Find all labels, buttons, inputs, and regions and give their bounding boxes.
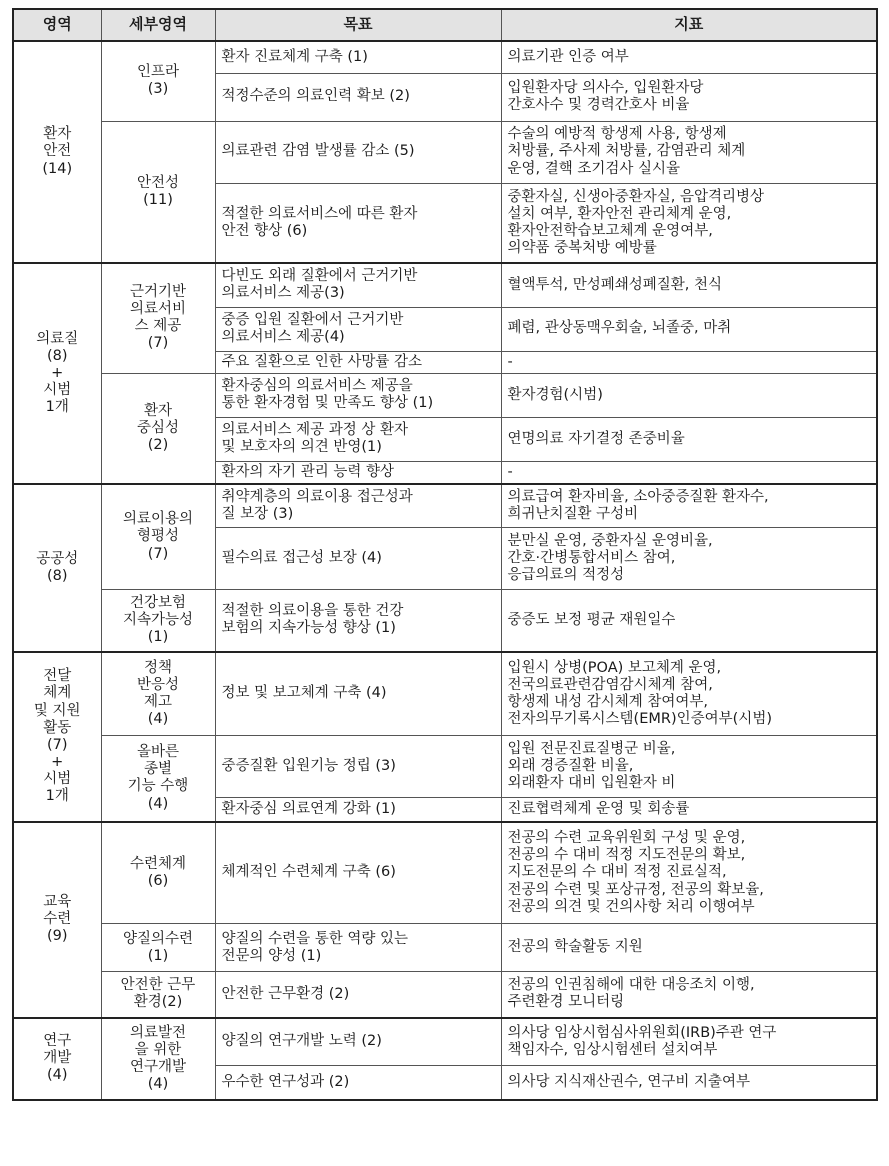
indicator-cell: 환자경험(시범) bbox=[501, 373, 877, 417]
indicator-cell: 입원시 상병(POA) 보고체계 운영, 전국의료관련감염감시체계 참여, 항생제 내성 감시체계 참여여부, 전자의무기록시스템(EMR)인증여부(시범) bbox=[501, 652, 877, 736]
indicator-cell: 폐렴, 관상동맥우회술, 뇌졸중, 마취 bbox=[501, 307, 877, 351]
sub-area-cell: 근거기반 의료서비 스 제공 (7) bbox=[101, 263, 215, 373]
goal-cell: 취약계층의 의료이용 접근성과 질 보장 (3) bbox=[215, 484, 501, 528]
indicator-document bbox=[12, 8, 878, 1101]
table-row bbox=[13, 121, 877, 183]
goal-cell: 필수의료 접근성 보장 (4) bbox=[215, 528, 501, 590]
sub-area-cell: 올바른 종별 기능 수행 (4) bbox=[101, 736, 215, 822]
indicator-cell: 중증도 보정 평균 재원일수 bbox=[501, 590, 877, 652]
sub-area-cell: 수련체계 (6) bbox=[101, 822, 215, 924]
goal-cell: 중증질환 입원기능 정립 (3) bbox=[215, 736, 501, 798]
indicator-cell: - bbox=[501, 461, 877, 484]
table-row bbox=[13, 41, 877, 73]
sub-area-cell: 안전성 (11) bbox=[101, 121, 215, 263]
indicator-cell: 진료협력체계 운영 및 회송률 bbox=[501, 798, 877, 822]
goal-cell: 의료관련 감염 발생률 감소 (5) bbox=[215, 121, 501, 183]
indicator-cell: 의료기관 인증 여부 bbox=[501, 41, 877, 73]
sub-area-cell: 인프라 (3) bbox=[101, 41, 215, 121]
sub-area-cell: 의료이용의 형평성 (7) bbox=[101, 484, 215, 590]
indicator-cell: 입원 전문진료질병군 비율, 외래 경증질환 비율, 외래환자 대비 입원환자 비 bbox=[501, 736, 877, 798]
sub-area-cell: 환자 중심성 (2) bbox=[101, 373, 215, 484]
table-row bbox=[13, 652, 877, 736]
table-row bbox=[13, 484, 877, 528]
indicator-cell: 중환자실, 신생아중환자실, 음압격리병상 설치 여부, 환자안전 관리체계 운영, 환자안전학습보고체계 운영여부, 의약품 중복처방 예방률 bbox=[501, 183, 877, 263]
sub-area-cell: 안전한 근무 환경(2) bbox=[101, 972, 215, 1018]
goal-cell: 환자중심의 의료서비스 제공을 통한 환자경험 및 만족도 향상 (1) bbox=[215, 373, 501, 417]
table-row bbox=[13, 1018, 877, 1066]
header-indicator: 지표 bbox=[501, 9, 877, 41]
goal-cell: 의료서비스 제공 과정 상 환자 및 보호자의 의견 반영(1) bbox=[215, 417, 501, 461]
goal-cell: 환자중심 의료연계 강화 (1) bbox=[215, 798, 501, 822]
header-goal: 목표 bbox=[215, 9, 501, 41]
table-row bbox=[13, 373, 877, 417]
indicator-cell: 수술의 예방적 항생제 사용, 항생제 처방률, 주사제 처방률, 감염관리 체계 운영, 결핵 조기검사 실시율 bbox=[501, 121, 877, 183]
area-cell: 의료질 (8) + 시범 1개 bbox=[13, 263, 101, 484]
goal-cell: 적절한 의료서비스에 따른 환자 안전 향상 (6) bbox=[215, 183, 501, 263]
goal-cell: 중증 입원 질환에서 근거기반 의료서비스 제공(4) bbox=[215, 307, 501, 351]
indicator-cell: 전공의 학술활동 지원 bbox=[501, 924, 877, 972]
sub-area-cell: 건강보험 지속가능성 (1) bbox=[101, 590, 215, 652]
table-row bbox=[13, 924, 877, 972]
indicator-cell: 연명의료 자기결정 존중비율 bbox=[501, 417, 877, 461]
indicator-cell: 전공의 인권침해에 대한 대응조치 이행, 주련환경 모니터링 bbox=[501, 972, 877, 1018]
table-row bbox=[13, 822, 877, 924]
goal-cell: 안전한 근무환경 (2) bbox=[215, 972, 501, 1018]
goal-cell: 주요 질환으로 인한 사망률 감소 bbox=[215, 351, 501, 373]
indicator-cell: 전공의 수련 교육위원회 구성 및 운영, 전공의 수 대비 적정 지도전문의 확보, 지도전문의 수 대비 적정 진료실적, 전공의 수련 및 포상규정, 전공의 확보율, 전공의 의견 및 건의사항 처리 이행여부 bbox=[501, 822, 877, 924]
evaluation-indicator-table bbox=[12, 8, 878, 1101]
sub-area-cell: 정책 반응성 제고 (4) bbox=[101, 652, 215, 736]
goal-cell: 다빈도 외래 질환에서 근거기반 의료서비스 제공(3) bbox=[215, 263, 501, 307]
table-row bbox=[13, 972, 877, 1018]
goal-cell: 우수한 연구성과 (2) bbox=[215, 1066, 501, 1100]
area-cell: 공공성 (8) bbox=[13, 484, 101, 652]
area-cell: 교육 수련 (9) bbox=[13, 822, 101, 1018]
sub-area-cell: 의료발전 을 위한 연구개발 (4) bbox=[101, 1018, 215, 1100]
goal-cell: 양질의 수련을 통한 역량 있는 전문의 양성 (1) bbox=[215, 924, 501, 972]
goal-cell: 양질의 연구개발 노력 (2) bbox=[215, 1018, 501, 1066]
goal-cell: 정보 및 보고체계 구축 (4) bbox=[215, 652, 501, 736]
goal-cell: 환자의 자기 관리 능력 향상 bbox=[215, 461, 501, 484]
indicator-cell: 혈액투석, 만성폐쇄성폐질환, 천식 bbox=[501, 263, 877, 307]
header-sub-area: 세부영역 bbox=[101, 9, 215, 41]
table-row bbox=[13, 263, 877, 307]
goal-cell: 적절한 의료이용을 통한 건강 보험의 지속가능성 향상 (1) bbox=[215, 590, 501, 652]
header-area: 영역 bbox=[13, 9, 101, 41]
goal-cell: 환자 진료체계 구축 (1) bbox=[215, 41, 501, 73]
indicator-cell: 의료급여 환자비율, 소아중증질환 환자수, 희귀난치질환 구성비 bbox=[501, 484, 877, 528]
table-header-row bbox=[13, 9, 877, 41]
indicator-cell: 의사당 지식재산권수, 연구비 지출여부 bbox=[501, 1066, 877, 1100]
goal-cell: 적정수준의 의료인력 확보 (2) bbox=[215, 73, 501, 121]
indicator-cell: 의사당 임상시험심사위원회(IRB)주관 연구 책임자수, 임상시험센터 설치여부 bbox=[501, 1018, 877, 1066]
indicator-cell: 입원환자당 의사수, 입원환자당 간호사수 및 경력간호사 비율 bbox=[501, 73, 877, 121]
area-cell: 전달 체계 및 지원 활동 (7) + 시범 1개 bbox=[13, 652, 101, 822]
sub-area-cell: 양질의수련 (1) bbox=[101, 924, 215, 972]
indicator-cell: 분만실 운영, 중환자실 운영비율, 간호·간병통합서비스 참여, 응급의료의 적정성 bbox=[501, 528, 877, 590]
indicator-cell: - bbox=[501, 351, 877, 373]
area-cell: 연구 개발 (4) bbox=[13, 1018, 101, 1100]
table-row bbox=[13, 736, 877, 798]
table-row bbox=[13, 590, 877, 652]
goal-cell: 체계적인 수련체계 구축 (6) bbox=[215, 822, 501, 924]
area-cell: 환자 안전 (14) bbox=[13, 41, 101, 263]
